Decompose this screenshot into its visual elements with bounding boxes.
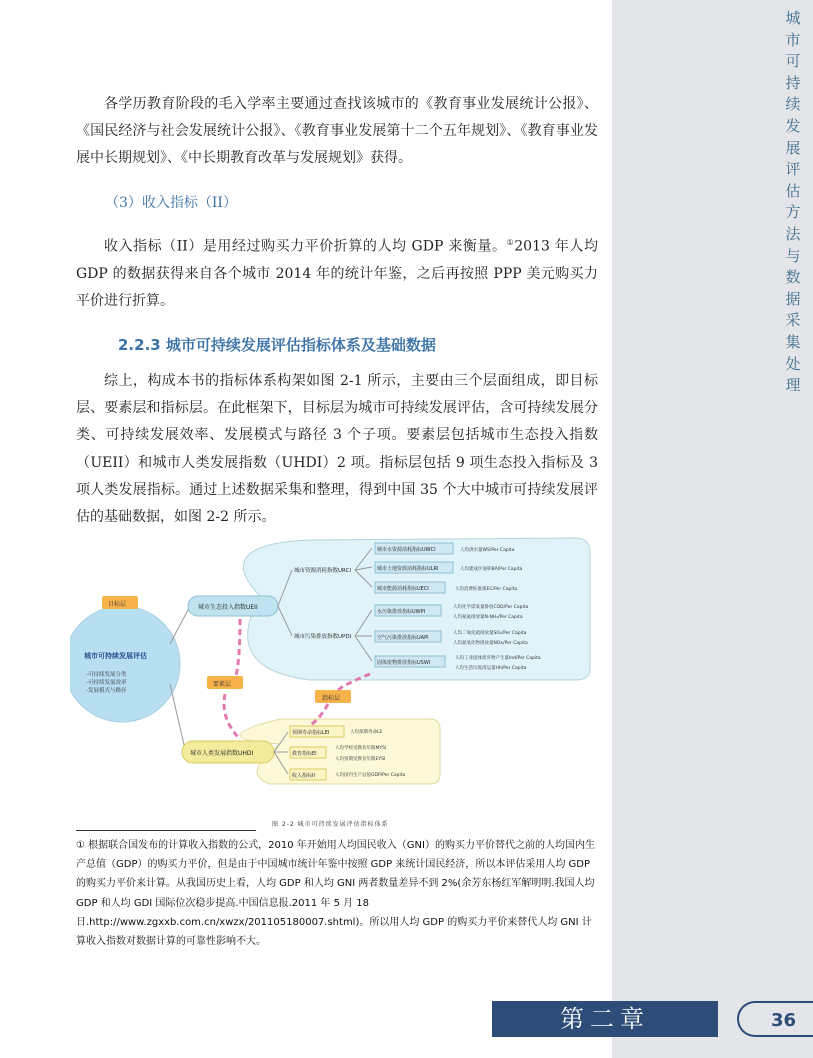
vertical-title-char: 持 [785, 73, 801, 92]
vertical-title-char: 理 [785, 376, 801, 395]
target-layer-label: 目标层 [108, 601, 127, 608]
leaf-ind: 人均工业固体废弃物产生量Ind/Per Capita [455, 656, 541, 661]
indicator-layer-label: 指标层 [322, 695, 341, 702]
element-layer-label: 要素层 [213, 681, 232, 688]
leaf-le: 人均预期寿命LE [350, 730, 383, 735]
leaf-ec: 人均消费标准煤EC/Per Capita [455, 587, 518, 592]
vertical-title-char: 发 [785, 116, 801, 135]
vertical-title-char: 续 [785, 95, 801, 114]
leaf-hh: 人均生活垃圾清运量Hh/Per Capita [455, 666, 527, 671]
ei-label: 教育指标EI [292, 751, 317, 757]
paragraph-summary-text: 综上，构成本书的指标体系构架如图 2-1 所示，主要由三个层面组成，即目标层、要素层和指标层。在此框架下，目标层为城市可持续发展评估，含可持续发展分类、可持续发展效率、发展模式与路径 3 个子项。要素层包括城市生态投入指数（UEII）和城市人类发展指数（UHDI）2 项。指标层包括 9 项生态投入指标及 3 项人类发展指标。通过上述数据采集和整理，得到中国 35 个大中城市可持续发展评估的基础数据，如图 2-2 所示。 [76, 373, 598, 526]
leaf-mysi: 人均学校受教育年限MYSI [335, 746, 387, 751]
leaf-ws: 人均供水量WS/Per Capita [460, 548, 515, 553]
vertical-title-char: 可 [785, 52, 801, 71]
vertical-title-char: 评 [785, 160, 801, 179]
vertical-title-char: 与 [785, 246, 801, 265]
lei-label: 预期寿命指标LEI [292, 730, 330, 736]
footnote-divider [76, 830, 256, 831]
paragraph-summary [76, 368, 598, 531]
paragraph-income-text-b: 2013 年人均 GDP 的数据获得来自各个城市 2014 年的统计年鉴，之后再按照 PPP 美元购买力平价进行折算。 [76, 238, 598, 310]
indicator-system-diagram [70, 534, 600, 819]
ii-label: 收入指标II [292, 773, 315, 779]
leaf-nox: 人均氮氧化物排放量NOx/Per Capita [453, 641, 528, 646]
leaf-nh: 人均氨氮排放量N-NH₄/Per Capita [453, 615, 523, 620]
figure-caption: 图 2-2 城市可持续发展评估指标体系 [272, 821, 389, 828]
paragraph-income-text-a: 收入指标（II）是用经过购买力平价折算的人均 GDP 来衡量。 [104, 238, 507, 255]
footnote: ① 根据联合国发布的计算收入指数的公式，2010 年开始用人均国民收入（GNI）的购买力平价替代之前的人均国内生产总值（GDP）的购买力平价，但是由于中国城市统计年鉴中按照 GDP 来统计国民经济，所以本评估采用人均 GDP 的购买力平价来计算。从我国历史上看，人均 GDP 和人均 GNI 两者数量差异不到 2%(余芳东杨红军解明明.我国人均 GDP 和人均 GDI 国际位次稳步提高.中国信息报.2011 年 5 月 18 日.http://www.zgxxb.com.cn/xwzx/201105180007.shtml)。所以用人均 GDP 的购买力平价来替代人均 GNI 计算收入指数对数据计算的可靠性影响不大。 [76, 840, 595, 948]
vertical-title-char: 据 [785, 289, 801, 308]
chapter-tab: 第二章 [492, 1001, 718, 1037]
ueci-label: 城市能源消耗指标UECI [377, 586, 429, 592]
uwpi-label: 水污染排放指标UWPI [377, 609, 426, 615]
uhdi-label: 城市人类发展指数UHDI [190, 750, 254, 757]
leaf-cod: 人均化学需氧量排放COD/Per Capita [453, 605, 529, 610]
leaf-gdp: 人均国内生产总值GDP/Per Capita [335, 773, 406, 778]
vertical-title-char: 法 [785, 224, 801, 243]
vertical-title-char: 市 [785, 30, 801, 49]
paragraph-enrollment-text: 各学历教育阶段的毛入学率主要通过查找该城市的《教育事业发展统计公报》、《国民经济与社会发展统计公报》、《教育事业发展第十二个五年规划》、《教育事业发展中长期规划》、《中长期教育改革与发展规划》获得。 [76, 96, 598, 167]
goal-item-2: -可持续发展效率 [86, 680, 127, 686]
goal-title: 城市可持续发展评估 [84, 652, 147, 660]
ueii-label: 城市生态投入指数UEII [198, 604, 258, 611]
goal-circle [70, 606, 180, 722]
vertical-title-char: 采 [785, 311, 801, 330]
vertical-title-char: 处 [785, 354, 801, 373]
vertical-title-char: 城 [785, 9, 801, 27]
uswi-label: 固体废物排放指标USWI [377, 660, 431, 666]
vertical-title-char: 估 [785, 181, 801, 200]
footnote-marker[interactable]: ① [506, 238, 515, 247]
paragraph-income [76, 229, 598, 315]
leaf-ba: 人均建成区面积BA/Per Capita [460, 567, 523, 572]
uwci-label: 城市水资源消耗指标UWCI [377, 547, 436, 553]
vertical-title-char: 方 [785, 203, 801, 222]
page-number: 36 [737, 1001, 813, 1037]
vertical-book-title [780, 8, 806, 397]
leaf-so2: 人均二氧化硫排放量SO₂/Per Capita [453, 631, 527, 636]
uapi-label: 空气污染排放指标UAPI [377, 635, 429, 641]
subheading-income: （3）收入指标（II） [105, 195, 237, 211]
paragraph-enrollment [76, 91, 598, 173]
vertical-title-char: 展 [785, 138, 801, 157]
updi-label: 城市污染排放指数UPDI [294, 634, 352, 640]
section-heading: 2.2.3 城市可持续发展评估指标体系及基础数据 [118, 336, 436, 354]
goal-item-3: -发展模式与路径 [86, 688, 127, 694]
leaf-eysi: 人均预期受教育年限EYSI [335, 757, 386, 762]
vertical-title-char: 集 [785, 332, 801, 351]
ulri-label: 城市土地资源消耗指标ULRI [377, 566, 439, 572]
goal-item-1: -可持续发展分类 [86, 672, 127, 678]
vertical-title-char: 数 [785, 268, 801, 287]
urci-label: 城市资源消耗指数URCI [294, 568, 352, 574]
